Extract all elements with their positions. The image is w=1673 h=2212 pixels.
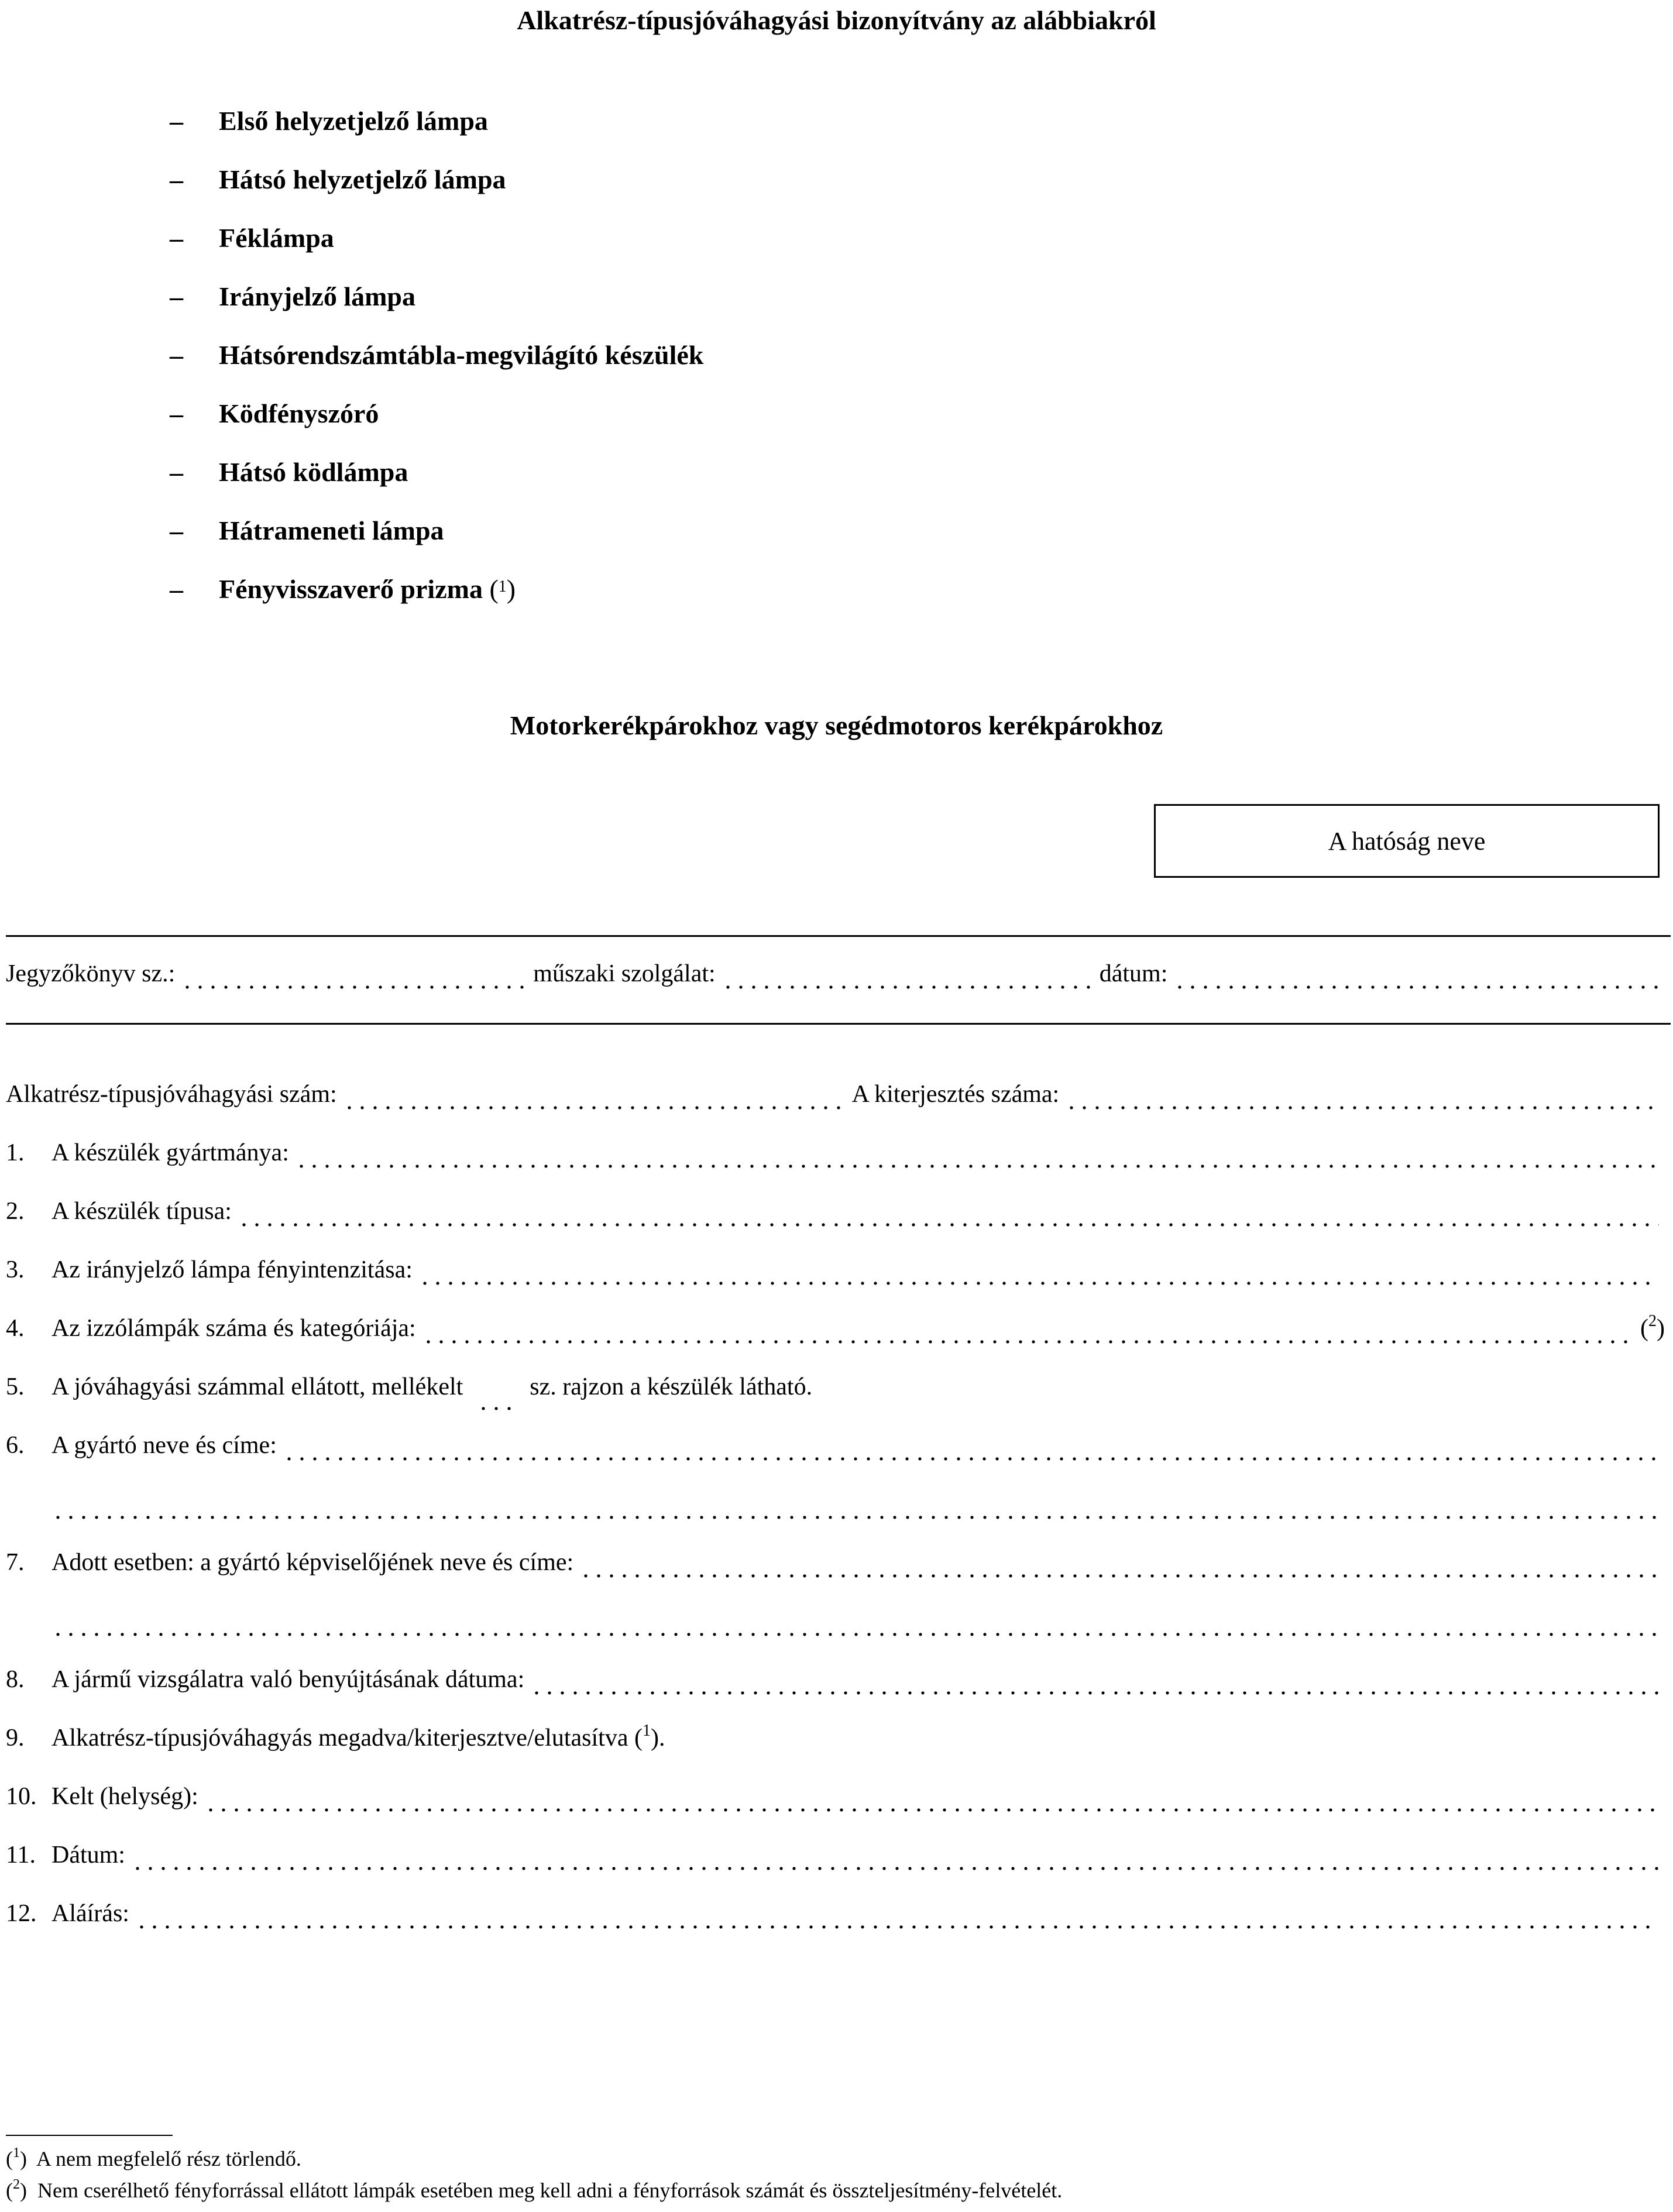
item-field[interactable]: [204, 1808, 1659, 1812]
footnote-mark: 1: [13, 2145, 20, 2161]
item-number: 5.: [6, 1373, 25, 1400]
item-label: Alkatrész-típusjóváhagyás megadva/kiterjesztve/elutasítva ($^1$).: [51, 1722, 665, 1751]
list-dash: –: [170, 516, 183, 545]
technical-service-label: műszaki szolgálat:: [533, 960, 716, 987]
approval-no-label: Alkatrész-típusjóváhagyási szám:: [6, 1081, 337, 1108]
lamp-list-item: [170, 396, 379, 431]
date-label: dátum:: [1099, 960, 1168, 987]
item-number: 1.: [6, 1139, 25, 1166]
lamp-label: Hátsórendszámtábla-megvilágító készülék: [219, 340, 704, 370]
list-dash: –: [170, 340, 183, 370]
item-label: A készülék gyártmánya:: [51, 1139, 289, 1166]
footnote: ($^2$) Nem cserélhető fényforrással ellátott lámpák esetében meg kell adni a fényforrások számát és összteljesítmény-felvételét.: [6, 2177, 1063, 2202]
item-field[interactable]: [295, 1165, 1659, 1168]
bottom-divider: [6, 1023, 1671, 1025]
item-label-continued: sz. rajzon a készülék látható.: [530, 1373, 813, 1400]
top-divider: [6, 935, 1671, 937]
item-number: 7.: [6, 1549, 25, 1576]
footnote-separator: [6, 2135, 173, 2136]
authority-name-box: [1154, 804, 1660, 878]
form-item: [6, 1139, 1665, 1176]
form-item: [6, 1548, 1665, 1586]
report-no-field[interactable]: [181, 985, 527, 989]
form-item: [6, 1197, 1665, 1235]
form-item: [6, 1841, 1665, 1878]
authority-name-label: A hatóság neve: [1328, 826, 1486, 856]
item-number: 8.: [6, 1666, 25, 1693]
report-no-label: Jegyzőkönyv sz.:: [6, 960, 176, 987]
lamp-label: Hátsó helyzetjelző lámpa: [219, 164, 506, 194]
footnote-mark: 2: [13, 2177, 20, 2192]
form-item: [6, 1724, 1665, 1761]
lamp-label: Féklámpa: [219, 223, 334, 253]
list-dash: –: [170, 457, 183, 487]
vehicle-category-heading: Motorkerékpárokhoz vagy segédmotoros kerékpárokhoz: [510, 710, 1163, 740]
lamp-label: Hátrameneti lámpa: [219, 516, 444, 545]
item-label-text: Alkatrész-típusjóváhagyás megadva/kiterjesztve/elutasítva: [51, 1725, 628, 1751]
list-dash: –: [170, 164, 183, 194]
item-label: A jármű vizsgálatra való benyújtásának dátuma:: [51, 1666, 525, 1693]
item-label: Dátum:: [51, 1842, 125, 1868]
item-field[interactable]: [135, 1925, 1659, 1929]
item-label: Az irányjelző lámpa fényintenzitása:: [51, 1256, 413, 1283]
item-number: 12.: [6, 1900, 37, 1927]
footnote-text: Nem cserélhető fényforrással ellátott lámpák esetében meg kell adni a fényforrások számát és összteljesítmény-felvételét.: [37, 2179, 1063, 2202]
list-dash: –: [170, 399, 183, 428]
item-number: 9.: [6, 1725, 25, 1751]
date-field[interactable]: [1173, 985, 1659, 989]
form-item-continuation: [6, 1490, 1665, 1527]
footnote-ref: 2: [1648, 1312, 1657, 1330]
footnote-ref: 1: [642, 1722, 651, 1740]
lamp-list-item: [170, 279, 415, 314]
lamp-list-item: [170, 104, 488, 139]
lamp-list-item: [170, 338, 703, 373]
item-field[interactable]: [51, 1516, 1659, 1519]
item-field[interactable]: [579, 1574, 1659, 1578]
footnote-text: A nem megfelelő rész törlendő.: [36, 2147, 301, 2170]
lamp-list-item: [170, 513, 444, 548]
item-number: 11.: [6, 1842, 36, 1868]
item-field[interactable]: [422, 1340, 1634, 1344]
list-dash: –: [170, 223, 183, 253]
form-item: [6, 1665, 1665, 1703]
item-field[interactable]: [131, 1867, 1659, 1870]
item-label: A gyártó neve és címe:: [51, 1432, 277, 1459]
item-number: 6.: [6, 1432, 25, 1459]
item-number: 10.: [6, 1783, 37, 1810]
lamp-list-item: [170, 455, 408, 490]
footnote: ($^1$) A nem megfelelő rész törlendő.: [6, 2145, 301, 2170]
sentence-end: .: [658, 1725, 665, 1751]
item-label: A jóváhagyási számmal ellátott, mellékelt: [51, 1373, 463, 1400]
list-dash: –: [170, 574, 183, 604]
report-header-row: [6, 960, 1665, 997]
form-item: [6, 1431, 1665, 1469]
item-field[interactable]: [51, 1633, 1659, 1636]
item-label: A készülék típusa:: [51, 1198, 232, 1225]
item-number: 4.: [6, 1315, 25, 1342]
drawing-number-field[interactable]: [477, 1407, 516, 1410]
item-label: Aláírás:: [51, 1900, 129, 1927]
item-number: 3.: [6, 1256, 25, 1283]
form-item: [6, 1373, 1665, 1410]
lamp-label: Ködfényszóró: [219, 399, 379, 428]
approval-no-field[interactable]: [343, 1106, 846, 1110]
lamp-label: Hátsó ködlámpa: [219, 457, 408, 487]
form-item: [6, 1314, 1665, 1352]
item-field[interactable]: [283, 1457, 1659, 1461]
lamp-label: Első helyzetjelző lámpa: [219, 106, 488, 136]
item-field[interactable]: [418, 1282, 1659, 1285]
form-item-continuation: [6, 1607, 1665, 1644]
lamp-label: Irányjelző lámpa: [219, 281, 416, 311]
list-dash: –: [170, 281, 183, 311]
item-label: Kelt (helység):: [51, 1783, 198, 1810]
item-number: 2.: [6, 1198, 25, 1225]
form-item: [6, 1782, 1665, 1820]
item-field[interactable]: [530, 1691, 1659, 1695]
lamp-list-item: – Fényvisszaverő prizma ($^1$): [170, 572, 516, 607]
list-dash: –: [170, 106, 183, 136]
lamp-list-item: [170, 162, 506, 197]
footnote-ref: 1: [498, 578, 507, 596]
lamp-label: Fényvisszaverő prizma: [219, 574, 483, 604]
extension-no-field[interactable]: [1065, 1106, 1659, 1110]
item-field[interactable]: [238, 1223, 1659, 1227]
certificate-title: Alkatrész-típusjóváhagyási bizonyítvány az alábbiakról: [517, 5, 1156, 35]
form-item: [6, 1900, 1665, 1937]
lamp-list-item: [170, 221, 334, 256]
item-label: Az izzólámpák száma és kategóriája:: [51, 1315, 416, 1342]
footnote-ref-group: ($^2$): [1640, 1312, 1665, 1342]
form-item: [6, 1256, 1665, 1293]
item-label: Adott esetben: a gyártó képviselőjének neve és címe:: [51, 1549, 574, 1576]
technical-service-field[interactable]: [722, 985, 1094, 989]
extension-no-label: A kiterjesztés száma:: [851, 1081, 1060, 1108]
approval-number-row: [6, 1080, 1665, 1118]
